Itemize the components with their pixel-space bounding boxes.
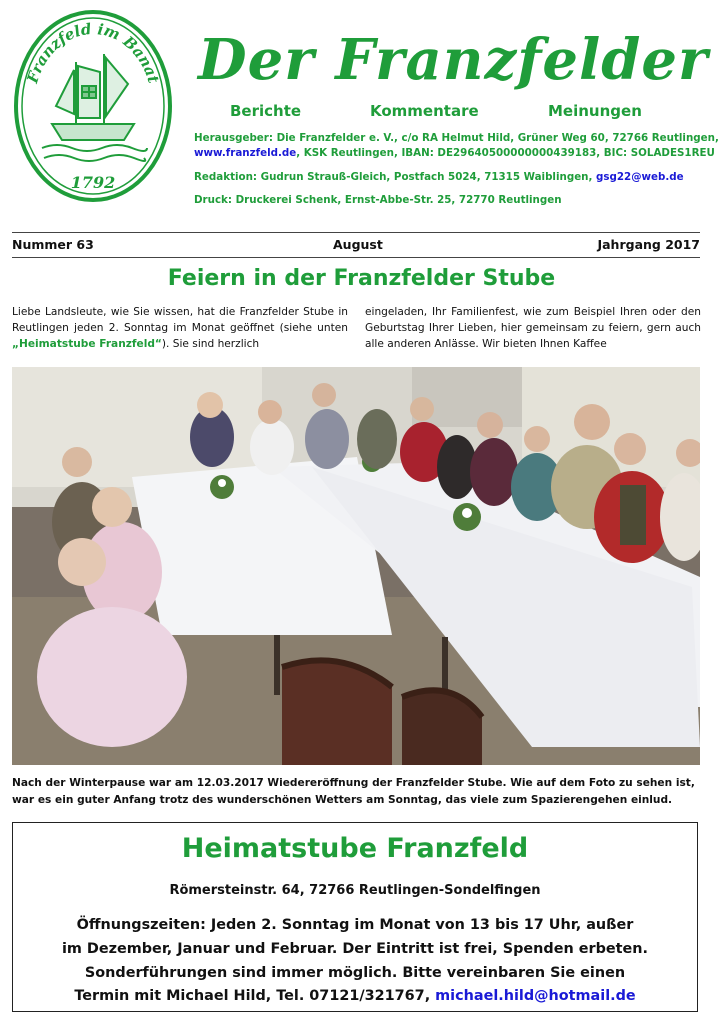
col1-text-end: ). Sie sind herzlich bbox=[161, 338, 260, 350]
photo-caption bbox=[12, 775, 702, 809]
bank-details: , KSK Reutlingen, IBAN: DE29640500000000439183, BIC: SOLADES1REU bbox=[296, 147, 715, 159]
issue-number: Nummer 63 bbox=[12, 237, 94, 252]
caption-line-1: Nach der Winterpause war am 12.03.2017 Wiedereröffnung der Franzfelder Stube. Wie auf dem Foto zu sehen ist, bbox=[12, 777, 695, 789]
caption-line-2: war es ein guter Anfang trotz des wunderschönen Wetters am Sonntag, das viele zum Spazierengehen einlud. bbox=[12, 794, 673, 806]
group-photo bbox=[12, 367, 700, 765]
publisher-line: Herausgeber: Die Franzfelder e. V., c/o RA Helmut Hild, Grüner Weg 60, 72766 Reutlingen, bbox=[194, 132, 719, 144]
editorial-address: Redaktion: Gudrun Strauß-Gleich, Postfach 5024, 71315 Waiblingen, bbox=[194, 171, 597, 183]
issue-bar bbox=[12, 232, 700, 258]
heimatstube-title: Heimatstube Franzfeld bbox=[181, 833, 529, 864]
print-line: Druck: Druckerei Schenk, Ernst-Abbe-Str. 25, 72770 Reutlingen bbox=[194, 194, 562, 206]
logo-circle-text: Franzfeld im Banat bbox=[23, 19, 163, 86]
opening-hours-line-1: Öffnungszeiten: Jeden 2. Sonntag im Monat von 13 bis 17 Uhr, außer bbox=[76, 917, 634, 933]
issue-month: August bbox=[333, 237, 383, 252]
heimatstube-box bbox=[12, 822, 698, 1012]
article-headline: Feiern in der Franzfelder Stube bbox=[167, 266, 556, 291]
subtitle-meinungen: Meinungen bbox=[548, 102, 642, 120]
masthead-subtitle bbox=[200, 102, 700, 124]
subtitle-berichte: Berichte bbox=[230, 102, 302, 120]
tours-line: Sonderführungen sind immer möglich. Bitte vereinbaren Sie einen bbox=[84, 965, 626, 981]
col1-highlight: „Heimatstube Franzfeld“ bbox=[12, 338, 162, 350]
masthead-title: Der Franzfelder bbox=[198, 27, 709, 93]
franzfeld-logo bbox=[12, 6, 174, 206]
logo-year: 1792 bbox=[70, 173, 116, 192]
subtitle-kommentare: Kommentare bbox=[370, 102, 479, 120]
heimatstube-address: Römersteinstr. 64, 72766 Reutlingen-Sondelfingen bbox=[169, 883, 541, 898]
opening-hours-line-2: im Dezember, Januar und Februar. Der Eintritt ist frei, Spenden erbeten. bbox=[61, 941, 648, 957]
contact-line bbox=[13, 988, 697, 1004]
contact-text: Termin mit Michael Hild, Tel. 07121/321767, bbox=[74, 988, 436, 1004]
bank-line bbox=[194, 146, 715, 160]
editorial-line bbox=[194, 170, 684, 184]
website-link[interactable]: www.franzfeld.de bbox=[194, 147, 297, 159]
contact-email-link[interactable]: michael.hild@hotmail.de bbox=[435, 988, 636, 1004]
editorial-email-link[interactable]: gsg22@web.de bbox=[596, 171, 684, 183]
article-column-1 bbox=[12, 304, 348, 354]
issue-volume: Jahrgang 2017 bbox=[597, 237, 700, 252]
col1-text-start: Liebe Landsleute, wie Sie wissen, hat die Franzfelder Stube in Reutlingen jeden 2. Sonntag im Monat geöffnet (siehe unten bbox=[12, 306, 348, 334]
article-column-2: eingeladen, Ihr Familienfest, wie zum Beispiel Ihren oder den Geburtstag Ihrer Lieben, hier gemeinsam zu feiern, gern auch alle anderen Anlässe. Wir bieten Ihnen Kaffee bbox=[365, 306, 701, 350]
